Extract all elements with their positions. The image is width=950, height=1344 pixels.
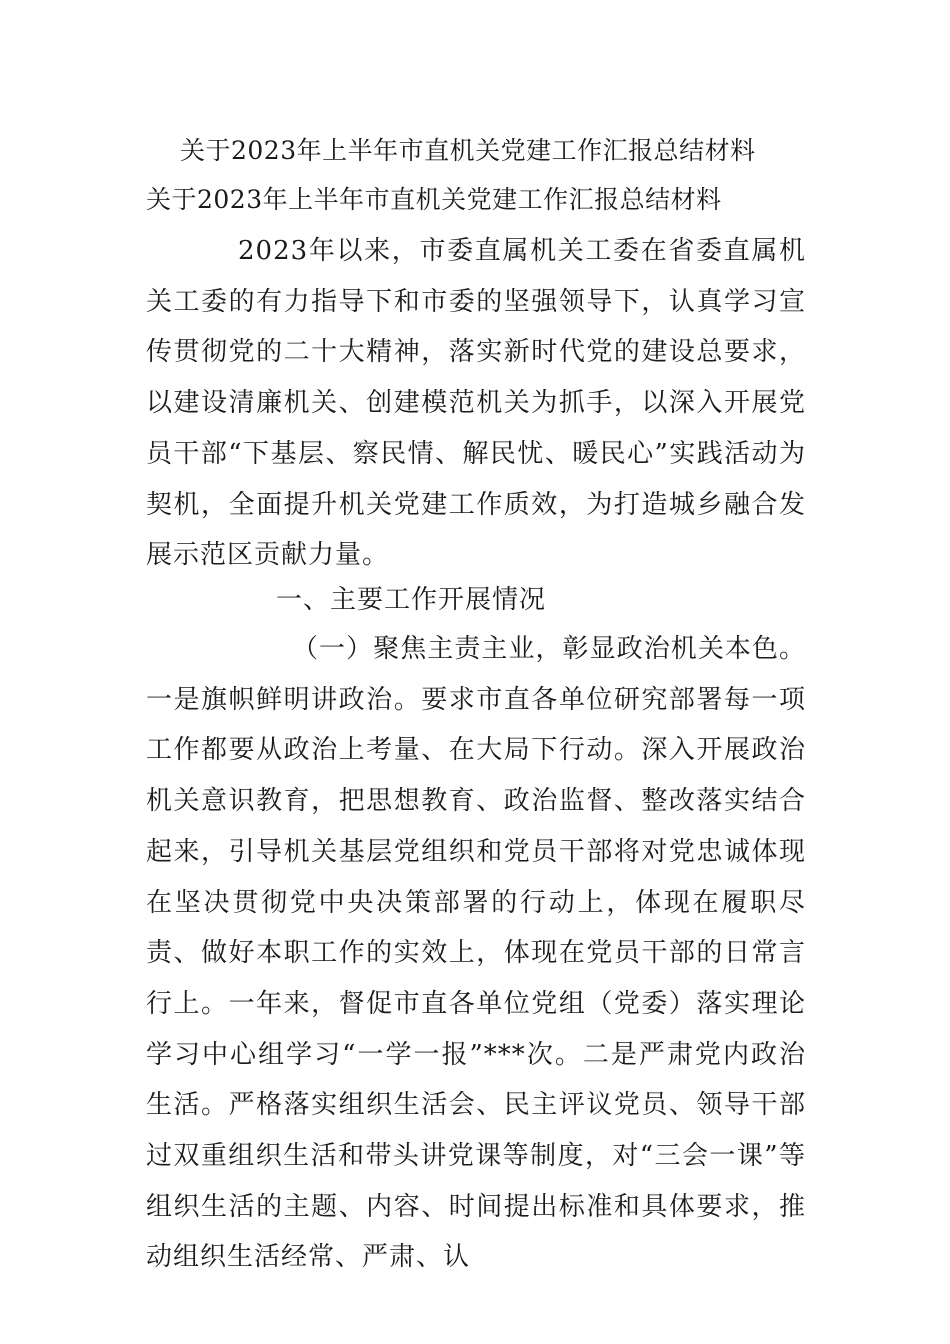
section-heading: 一、主要工作开展情况 [276, 585, 547, 615]
intro-paragraph: 2023年以来，市委直属机关工委在省委直属机关工委的有力指导下和市委的坚强领导下，认真学习宣传贯彻党的二十大精神，落实新时代党的建设总要求，以建设清廉机关、创建模范机关为抓手，以深入开展党员干部“下基层、察民情、解民忧、暖民心”实践活动为契机，全面提升机关党建工作质效，为打造城乡融合发展示范区贡献力量。 [146, 236, 806, 571]
document-title-repeat: 关于2023年上半年市直机关党建工作汇报总结材料 [146, 185, 722, 214]
document-title: 关于2023年上半年市直机关党建工作汇报总结材料 [180, 136, 756, 165]
section-paragraph: （一）聚焦主责主业，彰显政治机关本色。一是旗帜鲜明讲政治。要求市直各单位研究部署每一项工作都要从政治上考量、在大局下行动。深入开展政治机关意识教育，把思想教育、政治监督、整改落实结合起来，引导机关基层党组织和党员干部将对党忠诚体现在坚决贯彻党中央决策部署的行动上，体现在履职尽责、做好本职工作的实效上，体现在党员干部的日常言行上。一年来，督促市直各单位党组（党委）落实理论学习中心组学习“一学一报”***次。二是严肃党内政治生活。严格落实组织生活会、民主评议党员、领导干部过双重组织生活和带头讲党课等制度，对“三会一课”等组织生活的主题、内容、时间提出标准和具体要求，推动组织生活经常、严肃、认 [146, 634, 806, 1273]
